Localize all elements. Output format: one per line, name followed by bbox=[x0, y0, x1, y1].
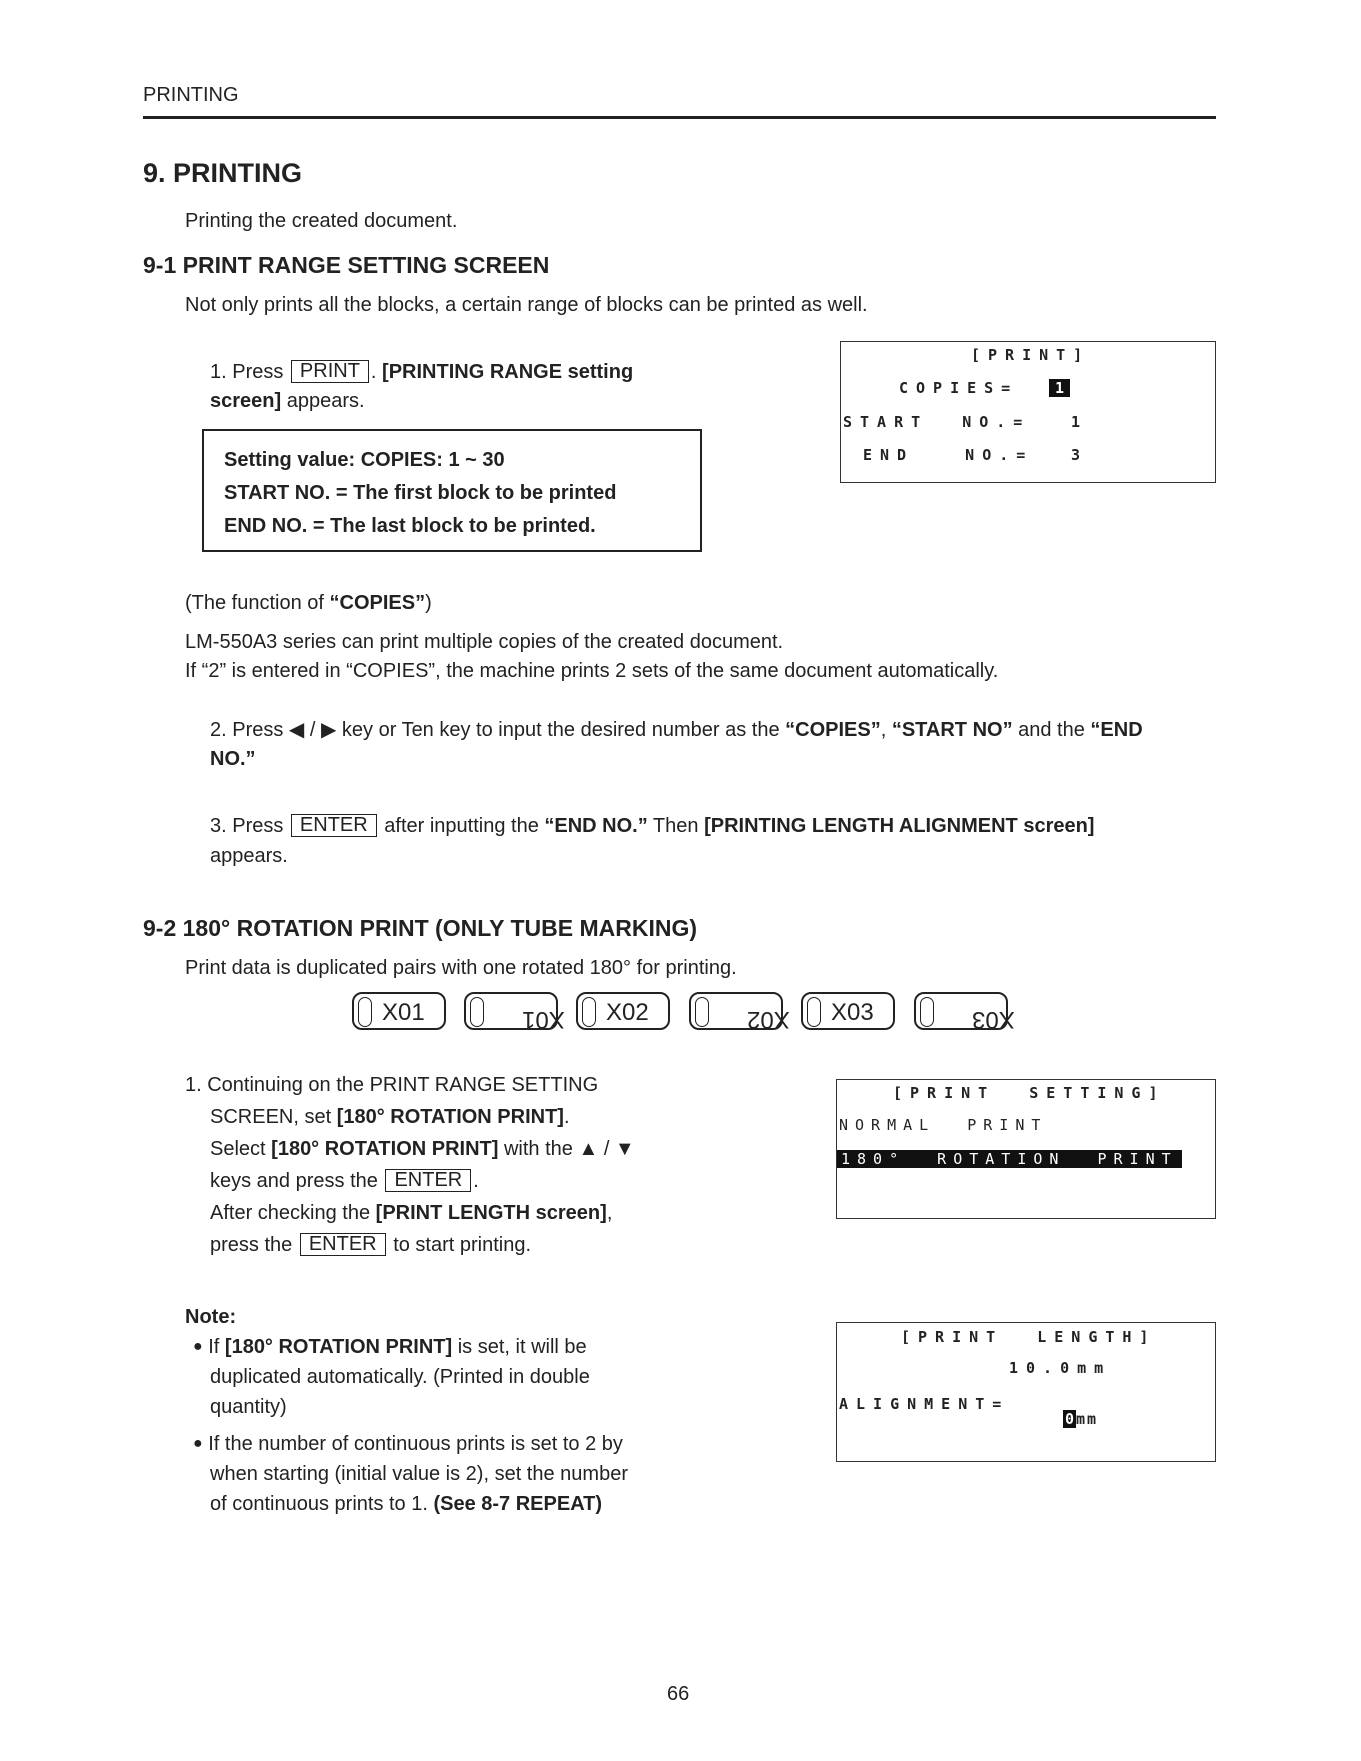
step-text: . bbox=[473, 1170, 479, 1192]
note-line bbox=[210, 1491, 602, 1517]
note-text: of continuous prints to 1. bbox=[210, 1493, 434, 1515]
step-bold: [PRINTING RANGE setting bbox=[382, 361, 634, 383]
subsection-intro: Not only prints all the blocks, a certain range of blocks can be printed as well. bbox=[185, 294, 868, 316]
lcd-start-label: START NO.= bbox=[843, 413, 1031, 431]
tube-cap bbox=[582, 997, 596, 1027]
lcd-length-value: 10.0mm bbox=[1009, 1359, 1112, 1377]
function-text: (The function of bbox=[185, 592, 330, 614]
step-text: SCREEN, set bbox=[210, 1106, 337, 1128]
print-key: PRINT bbox=[291, 360, 369, 383]
lcd-print-setting bbox=[836, 1079, 1216, 1219]
lcd-title: [PRINT] bbox=[971, 346, 1091, 364]
lcd-alignment-value bbox=[1063, 1410, 1098, 1428]
tube-text-rotated: X03 bbox=[972, 1006, 1015, 1033]
tube-cap bbox=[807, 997, 821, 1027]
lcd-end-label: END NO.= bbox=[863, 446, 1034, 464]
tube-marker-rotated bbox=[914, 992, 1015, 1033]
step-text: keys and press the bbox=[210, 1170, 378, 1192]
step-text: After checking the bbox=[210, 1202, 376, 1224]
lcd-alignment-label: ALIGNMENT= bbox=[839, 1395, 1010, 1413]
step-text: 3. Press bbox=[210, 815, 284, 837]
setting-value-box bbox=[202, 429, 702, 552]
function-text: ) bbox=[425, 592, 432, 614]
subsection-intro: Print data is duplicated pairs with one rotated 180° for printing. bbox=[185, 957, 737, 979]
lcd-copies-value bbox=[1049, 379, 1070, 397]
lcd-start-value: 1 bbox=[1071, 413, 1089, 431]
lcd-copies-cursor: 1 bbox=[1049, 379, 1070, 397]
note-line: duplicated automatically. (Printed in double bbox=[210, 1366, 590, 1388]
note-text: If the number of continuous prints is set to 2 by bbox=[208, 1433, 623, 1455]
section-intro: Printing the created document. bbox=[185, 210, 458, 232]
lcd-end-value: 3 bbox=[1071, 446, 1089, 464]
tube-text-rotated: X01 bbox=[522, 1006, 565, 1033]
lcd-title: [PRINT SETTING] bbox=[893, 1084, 1166, 1102]
tube-text: X01 bbox=[382, 999, 425, 1026]
step-text: 1. Press bbox=[210, 361, 284, 383]
step-text: with the ▲ / ▼ bbox=[498, 1138, 635, 1160]
step-bold: “COPIES” bbox=[785, 719, 881, 741]
note-text: is set, it will be bbox=[452, 1336, 587, 1358]
step-bold: [PRINT LENGTH screen] bbox=[375, 1202, 607, 1224]
step-line bbox=[210, 1136, 635, 1162]
note-line: when starting (initial value is 2), set the number bbox=[210, 1463, 628, 1485]
step-1-line-1 bbox=[210, 359, 633, 385]
note-text: If bbox=[208, 1336, 225, 1358]
step-bold: “END bbox=[1090, 719, 1143, 741]
step-bold: NO.” bbox=[210, 748, 256, 770]
step-line bbox=[210, 1232, 531, 1258]
setting-line: END NO. = The last block to be printed. bbox=[224, 515, 596, 537]
tube-text: X03 bbox=[831, 999, 874, 1026]
tube-text-rotated: X02 bbox=[747, 1006, 790, 1033]
note-line: quantity) bbox=[210, 1396, 287, 1418]
setting-line: Setting value: COPIES: 1 ~ 30 bbox=[224, 449, 505, 471]
tube-cap bbox=[920, 997, 934, 1027]
tube-marker bbox=[352, 992, 446, 1030]
lcd-option-rotation-print-selected: 180° ROTATION PRINT bbox=[837, 1150, 1182, 1168]
tube-cap bbox=[695, 997, 709, 1027]
note-bold: (See 8-7 REPEAT) bbox=[433, 1493, 603, 1515]
step-line bbox=[210, 1168, 479, 1194]
step-line: 1. Continuing on the PRINT RANGE SETTING bbox=[185, 1074, 599, 1096]
step-bold: [180° ROTATION PRINT] bbox=[336, 1106, 564, 1128]
function-bold: “COPIES” bbox=[329, 592, 426, 614]
step-text: and the bbox=[1012, 719, 1091, 741]
enter-key: ENTER bbox=[291, 814, 377, 837]
tube-marker bbox=[576, 992, 670, 1030]
header-rule bbox=[143, 116, 1216, 119]
step-text: to start printing. bbox=[393, 1234, 532, 1256]
step-bold: [180° ROTATION PRINT] bbox=[271, 1138, 499, 1160]
step-text: after inputting the bbox=[384, 815, 545, 837]
paragraph: If “2” is entered in “COPIES”, the machine prints 2 sets of the same document automatically. bbox=[185, 660, 999, 682]
lcd-title: [PRINT LENGTH] bbox=[901, 1328, 1157, 1346]
step-text: , bbox=[606, 1202, 613, 1224]
step-text: . bbox=[563, 1106, 570, 1128]
step-bold: “START NO” bbox=[891, 719, 1013, 741]
tube-text: X02 bbox=[606, 999, 649, 1026]
bullet-icon: ● bbox=[193, 1338, 203, 1355]
step-3-line-1 bbox=[210, 813, 1094, 839]
note-title-text: Note: bbox=[185, 1306, 237, 1328]
subsection-heading-9-2: 9-2 180° ROTATION PRINT (ONLY TUBE MARKING) bbox=[143, 915, 698, 941]
tube-cap bbox=[470, 997, 484, 1027]
step-2-line-1 bbox=[210, 717, 1143, 743]
step-text: , bbox=[880, 719, 892, 741]
step-text: Then bbox=[647, 815, 705, 837]
page-number: 66 bbox=[667, 1683, 690, 1705]
lcd-print-length bbox=[836, 1322, 1216, 1462]
paragraph: LM-550A3 series can print multiple copies of the created document. bbox=[185, 631, 784, 653]
tube-marker-rotated bbox=[464, 992, 565, 1033]
bullet-icon: ● bbox=[193, 1435, 203, 1452]
note-bold: [180° ROTATION PRINT] bbox=[224, 1336, 453, 1358]
section-heading: 9. PRINTING bbox=[143, 158, 303, 188]
step-1-line-2 bbox=[210, 388, 365, 414]
subsection-heading-9-1: 9-1 PRINT RANGE SETTING SCREEN bbox=[143, 252, 550, 278]
step-text: . bbox=[370, 361, 377, 383]
step-bold: screen] bbox=[210, 390, 282, 412]
lcd-print-range bbox=[840, 341, 1216, 483]
tube-cap bbox=[358, 997, 372, 1027]
step-text: 2. Press ◀ / ▶ key or Ten key to input the desired number as the bbox=[210, 719, 786, 741]
step-3-line-2: appears. bbox=[210, 845, 288, 867]
step-text: appears. bbox=[286, 390, 365, 412]
function-heading bbox=[185, 590, 432, 616]
note-bullet-1 bbox=[193, 1334, 587, 1360]
enter-key: ENTER bbox=[300, 1233, 386, 1256]
step-text: Select bbox=[210, 1138, 272, 1160]
setting-line: START NO. = The first block to be printed bbox=[224, 482, 617, 504]
step-bold: [PRINTING LENGTH ALIGNMENT screen] bbox=[704, 815, 1095, 837]
running-header: PRINTING bbox=[143, 84, 239, 106]
step-line bbox=[210, 1104, 570, 1130]
note-title bbox=[185, 1304, 236, 1330]
step-line bbox=[210, 1200, 612, 1226]
lcd-alignment-cursor: 0 bbox=[1065, 1410, 1075, 1428]
tube-marker bbox=[801, 992, 895, 1030]
step-2-line-2 bbox=[210, 746, 256, 772]
lcd-alignment-unit: mm bbox=[1076, 1410, 1099, 1428]
lcd-option-normal-print: NORMAL PRINT bbox=[839, 1116, 1048, 1134]
tube-marker-rotated bbox=[689, 992, 790, 1033]
note-bullet-2 bbox=[193, 1431, 623, 1457]
enter-key: ENTER bbox=[385, 1169, 471, 1192]
tube-illustration bbox=[352, 992, 1015, 1033]
step-bold: “END NO.” bbox=[544, 815, 648, 837]
lcd-copies-label: COPIES= bbox=[899, 379, 1019, 397]
step-text: press the bbox=[210, 1234, 293, 1256]
